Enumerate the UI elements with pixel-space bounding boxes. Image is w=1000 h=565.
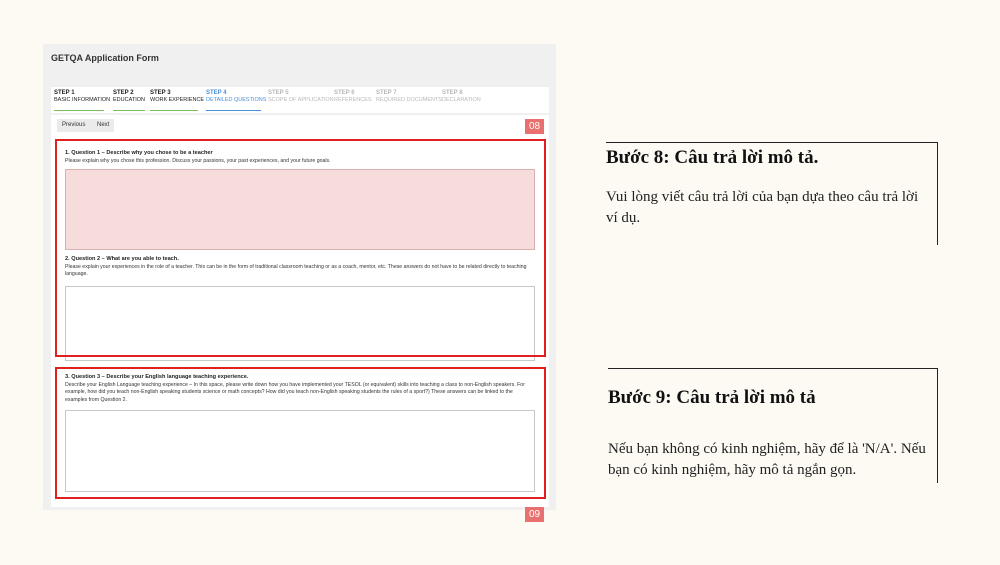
highlight-frame-step8: [55, 139, 546, 357]
step-number: STEP 7: [376, 90, 397, 96]
step-name: REFERENCES: [334, 97, 372, 103]
next-button[interactable]: Next: [97, 122, 110, 128]
step8-note: [606, 142, 938, 245]
step-indicator: [206, 110, 261, 112]
step-number: STEP 8: [442, 90, 463, 96]
step-name: WORK EXPERIENCE: [150, 97, 205, 103]
step9-heading: Bước 9: Câu trả lời mô tả: [608, 387, 816, 408]
step-2[interactable]: [113, 90, 145, 111]
step-badge-08: 08: [525, 119, 544, 134]
question-prompt: Please explain your experiences in the role of a teacher. This can be in the form of traditional classroom teaching or as a coach, mentor, etc. These answers do not have to be related directly to teaching language.: [65, 263, 527, 277]
step-7[interactable]: [376, 90, 443, 111]
step-5[interactable]: [268, 90, 334, 111]
step-bar: [51, 87, 549, 113]
step-name: EDUCATION: [113, 97, 145, 103]
step-number: STEP 4: [206, 90, 227, 96]
step-name: DECLARATION: [442, 97, 481, 103]
step-3[interactable]: [150, 90, 205, 111]
step-name: BASIC INFORMATION: [54, 97, 111, 103]
step-name: DETAILED QUESTIONS: [206, 97, 267, 103]
step-indicator: [54, 110, 104, 112]
highlight-frame-step9: [55, 367, 546, 499]
question-title: 3. Question 3 – Describe your English language teaching experience.: [65, 374, 249, 380]
question-title: 1. Question 1 – Describe why you chose to be a teacher: [65, 150, 213, 156]
step-number: STEP 6: [334, 90, 355, 96]
step-number: STEP 1: [54, 90, 75, 96]
step-indicator: [150, 110, 198, 112]
step9-body: Nếu bạn không có kinh nghiệm, hãy để là 'N/A'. Nếu bạn có kinh nghiệm, hãy mô tả ngắn gọn.: [608, 441, 926, 478]
question-prompt: Please explain why you chose this profession. Discuss your passions, your past experiences, and your future goals.: [65, 157, 331, 164]
step-number: STEP 5: [268, 90, 289, 96]
step-number: STEP 3: [150, 90, 171, 96]
step-6[interactable]: [334, 90, 372, 111]
step-number: STEP 2: [113, 90, 134, 96]
step-indicator: [113, 110, 145, 112]
step8-heading: Bước 8: Câu trả lời mô tả.: [606, 147, 819, 168]
step-name: REQUIRED DOCUMENTS: [376, 97, 443, 103]
step-name: SCOPE OF APPLICATION: [268, 97, 334, 103]
step-badge-09: 09: [525, 507, 544, 522]
previous-button[interactable]: Previous: [62, 122, 86, 128]
step-8[interactable]: [442, 90, 482, 111]
step-4[interactable]: [206, 90, 267, 111]
question-title: 2. Question 2 – What are you able to teach.: [65, 256, 179, 262]
question-prompt: Describe your English Language teaching experience – In this space, please write down how you have implemented your TESOL (or equivalent) skills into teaching a class to non-English speakers. For example, how did you teach non-English speaking students science or math concepts? How did you teach non-English speaking students the rules of a sport?) These answers can be linked to the examples from Question 2.: [65, 381, 525, 403]
step-1[interactable]: [54, 90, 111, 111]
step9-note: [608, 368, 938, 483]
pager: [57, 119, 114, 132]
step8-body: Vui lòng viết câu trả lời của bạn dựa theo câu trả lời ví dụ.: [606, 189, 919, 226]
form-title: GETQA Application Form: [51, 53, 159, 63]
